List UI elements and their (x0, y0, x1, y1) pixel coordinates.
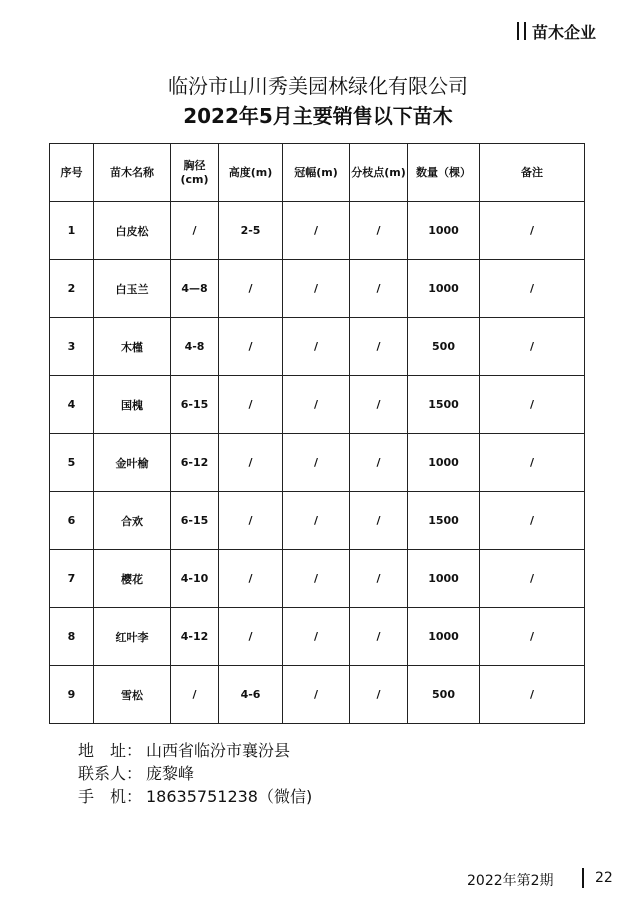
table-cell: / (350, 608, 408, 666)
phone-value: 18635751238（微信) (146, 787, 313, 806)
table-cell: / (283, 434, 350, 492)
table-cell: 4—8 (171, 260, 219, 318)
table-cell: / (283, 666, 350, 724)
header-cell-branch-point: 分枝点(m) (350, 144, 408, 202)
table-cell: 6 (50, 492, 94, 550)
table-cell: / (283, 202, 350, 260)
table-cell: / (219, 260, 283, 318)
table-cell: 2-5 (219, 202, 283, 260)
table-header-row (50, 144, 585, 202)
table-cell: 3 (50, 318, 94, 376)
table-cell: / (350, 318, 408, 376)
table-cell: 国槐 (94, 376, 171, 434)
header-section-label: 苗木企业 (532, 23, 597, 42)
table-cell: 1000 (408, 202, 480, 260)
table-cell: 4 (50, 376, 94, 434)
table-cell: 6-12 (171, 434, 219, 492)
footer-divider (582, 868, 584, 888)
table-row (50, 434, 585, 492)
table-cell: 红叶李 (94, 608, 171, 666)
table-cell: / (283, 550, 350, 608)
header-cell-name: 苗木名称 (94, 144, 171, 202)
seedling-sales-table (49, 143, 585, 724)
table-cell: 1000 (408, 434, 480, 492)
contact-person-label: 联系人： (78, 764, 143, 783)
table-cell: / (283, 608, 350, 666)
table-cell: 雪松 (94, 666, 171, 724)
table-cell: 6-15 (171, 376, 219, 434)
table-cell: 白皮松 (94, 202, 171, 260)
table-cell: / (350, 550, 408, 608)
table-cell: 合欢 (94, 492, 171, 550)
address-value: 山西省临汾市襄汾县 (146, 741, 291, 760)
table-cell: 9 (50, 666, 94, 724)
table-cell: 1000 (408, 550, 480, 608)
table-cell: / (480, 666, 585, 724)
table-cell: / (480, 260, 585, 318)
table-cell: 4-12 (171, 608, 219, 666)
table-cell: 1500 (408, 376, 480, 434)
table-cell: / (480, 318, 585, 376)
table-cell: / (350, 666, 408, 724)
header-cell-crown: 冠幅(m) (283, 144, 350, 202)
table-cell: / (283, 318, 350, 376)
table-cell: / (350, 260, 408, 318)
phone-label: 手 机： (78, 787, 143, 806)
table-cell: / (219, 434, 283, 492)
contact-person-line (78, 761, 194, 784)
table-cell: / (350, 492, 408, 550)
table-cell: / (480, 550, 585, 608)
table-cell: / (480, 608, 585, 666)
contact-address-line (78, 738, 290, 761)
table-cell: 1 (50, 202, 94, 260)
table-row (50, 608, 585, 666)
table-cell: / (350, 434, 408, 492)
table-row (50, 202, 585, 260)
header-cell-remarks: 备注 (480, 144, 585, 202)
table-cell: / (480, 434, 585, 492)
contact-person-value: 庞黎峰 (146, 764, 195, 783)
table-cell: 樱花 (94, 550, 171, 608)
table-cell: / (219, 608, 283, 666)
company-name-title: 临汾市山川秀美园林绿化有限公司 (168, 74, 468, 98)
table-cell: / (480, 376, 585, 434)
table-cell: / (219, 550, 283, 608)
table-cell: 5 (50, 434, 94, 492)
table-cell: / (283, 376, 350, 434)
header-cell-quantity: 数量（棵） (408, 144, 480, 202)
table-cell: 4-6 (219, 666, 283, 724)
table-cell: / (283, 260, 350, 318)
table-cell: 4-10 (171, 550, 219, 608)
table-cell: / (480, 202, 585, 260)
header-bars-decoration (517, 22, 526, 40)
table-row (50, 318, 585, 376)
table-cell: 8 (50, 608, 94, 666)
table-cell: / (350, 202, 408, 260)
table-cell: 1000 (408, 260, 480, 318)
header-cell-height: 高度(m) (219, 144, 283, 202)
table-cell: 木槿 (94, 318, 171, 376)
table-cell: / (219, 318, 283, 376)
table-cell: / (219, 376, 283, 434)
address-label: 地 址： (78, 741, 143, 760)
header-cell-index: 序号 (50, 144, 94, 202)
table-row (50, 260, 585, 318)
sales-subtitle: 2022年5月主要销售以下苗木 (183, 104, 453, 128)
header-cell-dbh: 胸径 (cm) (171, 144, 219, 202)
table-cell: 白玉兰 (94, 260, 171, 318)
table-cell: 1500 (408, 492, 480, 550)
table-cell: 4-8 (171, 318, 219, 376)
table-row (50, 550, 585, 608)
table-cell: / (480, 492, 585, 550)
issue-number: 2022年第2期 (467, 873, 554, 889)
table-cell: / (171, 666, 219, 724)
table-cell: 1000 (408, 608, 480, 666)
table-cell: 6-15 (171, 492, 219, 550)
table-cell: 金叶榆 (94, 434, 171, 492)
table-cell: / (283, 492, 350, 550)
table-cell: / (171, 202, 219, 260)
table-row (50, 492, 585, 550)
contact-phone-line (78, 784, 312, 807)
table-cell: / (219, 492, 283, 550)
table-cell: 2 (50, 260, 94, 318)
table-cell: 7 (50, 550, 94, 608)
table-row (50, 376, 585, 434)
table-row (50, 666, 585, 724)
page-number: 22 (595, 870, 613, 886)
table-cell: 500 (408, 666, 480, 724)
table-cell: / (350, 376, 408, 434)
table-cell: 500 (408, 318, 480, 376)
